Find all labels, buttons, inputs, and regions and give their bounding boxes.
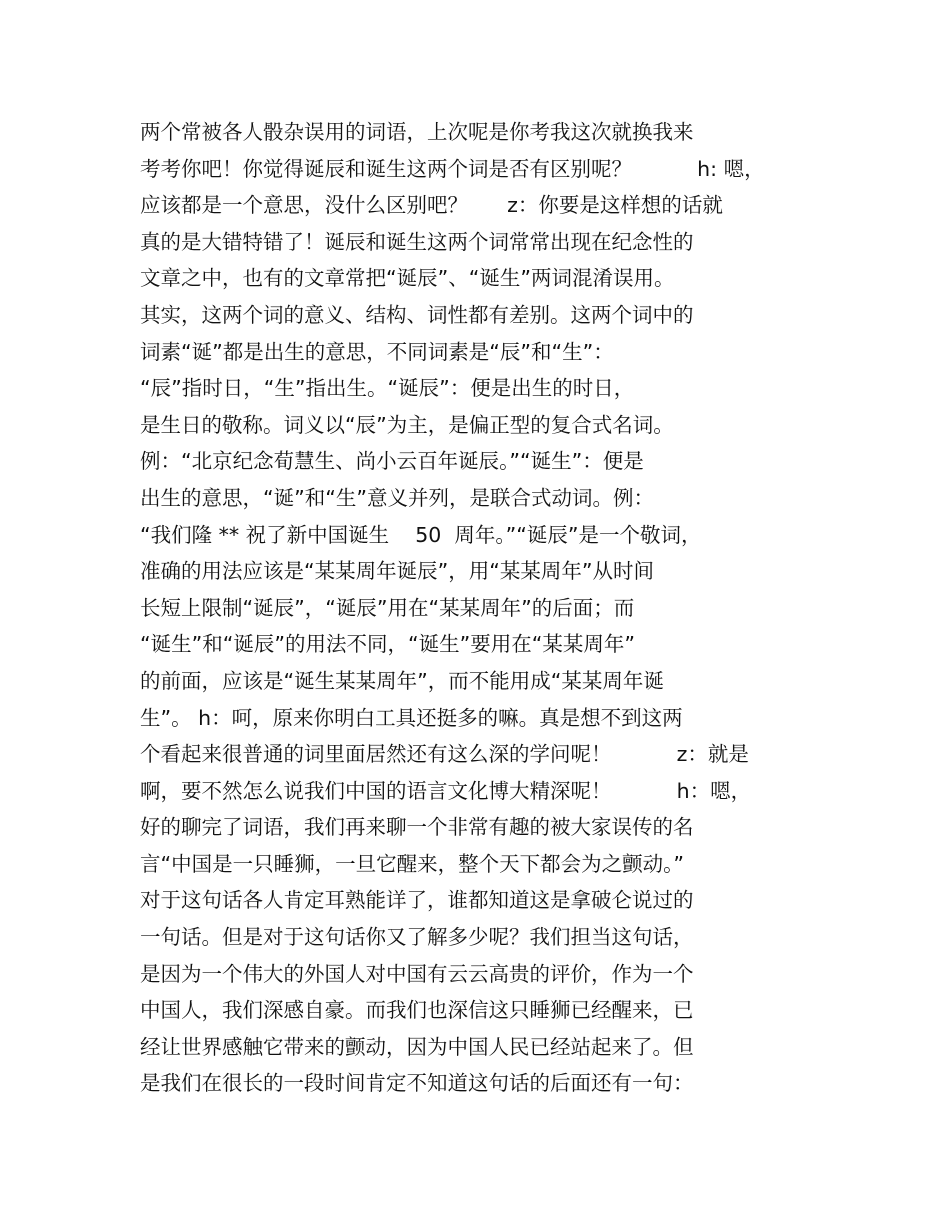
text-line-24: 是因为一个伟大的外国人对中国有云云高贵的评价，作为一个 <box>140 961 694 986</box>
text-line-7: 词素“诞”都是出生的意思，不同词素是“辰”和“生”： <box>140 339 614 364</box>
text-line-12: “我们隆 ** 祝了新中国诞生 50 周年。”“诞辰”是一个敬词， <box>140 522 702 547</box>
text-line-15: “诞生”和“诞辰”的用法不同，“诞生”要用在“某某周年” <box>140 632 635 657</box>
text-line-4: 真的是大错特错了！诞辰和诞生这两个词常常出现在纪念性的 <box>140 229 694 254</box>
text-line-21: 言“中国是一只睡狮，一旦它醒来，整个天下都会为之颤动。” <box>140 851 684 876</box>
text-line-3: 应该都是一个意思，没什么区别吧？ z：你要是这样想的话就 <box>140 193 723 218</box>
text-line-22: 对于这句话各人肯定耳熟能详了，谁都知道这是拿破仑说过的 <box>140 888 694 913</box>
text-line-19: 啊，要不然怎么说我们中国的语言文化博大精深呢！ h：嗯， <box>140 778 752 803</box>
text-line-20: 好的聊完了词语，我们再来聊一个非常有趣的被大家误传的名 <box>140 815 694 840</box>
text-line-5: 文章之中，也有的文章常把“诞辰”、“诞生”两词混淆误用。 <box>140 266 675 291</box>
text-line-13: 准确的用法应该是“某某周年诞辰”，用“某某周年”从时间 <box>140 559 654 584</box>
text-line-16: 的前面，应该是“诞生某某周年”，而不能用成“某某周年诞 <box>140 668 664 693</box>
text-line-18: 个看起来很普通的词里面居然还有这么深的学问呢！ z：就是 <box>140 742 749 767</box>
text-line-25: 中国人，我们深感自豪。而我们也深信这只睡狮已经醒来，已 <box>140 998 694 1023</box>
text-line-17: 生”。 h：呵，原来你明白工具还挺多的嘛。真是想不到这两 <box>140 705 683 730</box>
text-line-23: 一句话。但是对于这句话你又了解多少呢？我们担当这句话， <box>140 925 694 950</box>
text-line-10: 例：“北京纪念荀慧生、尚小云百年诞辰。”“诞生”：便是 <box>140 449 644 474</box>
text-line-2: 考考你吧！你觉得诞辰和诞生这两个词是否有区别呢？ h: 嗯， <box>140 156 765 181</box>
body-text <box>140 114 820 1102</box>
text-line-6: 其实，这两个词的意义、结构、词性都有差别。这两个词中的 <box>140 302 694 327</box>
text-line-8: “辰”指时日，“生”指出生。“诞辰”：便是出生的时日， <box>140 376 635 401</box>
text-line-1: 两个常被各人骰杂误用的词语，上次呢是你考我这次就换我来 <box>140 120 694 144</box>
text-line-27: 是我们在很长的一段时间肯定不知道这句话的后面还有一句： <box>140 1071 694 1096</box>
text-line-14: 长短上限制“诞辰”，“诞辰”用在“某某周年”的后面；而 <box>140 595 635 620</box>
text-line-9: 是生日的敬称。词义以“辰”为主，是偏正型的复合式名词。 <box>140 412 674 437</box>
text-line-11: 出生的意思，“诞”和“生”意义并列，是联合式动词。例： <box>140 485 654 510</box>
text-line-26: 经让世界感触它带来的颤动，因为中国人民已经站起来了。但 <box>140 1034 694 1059</box>
